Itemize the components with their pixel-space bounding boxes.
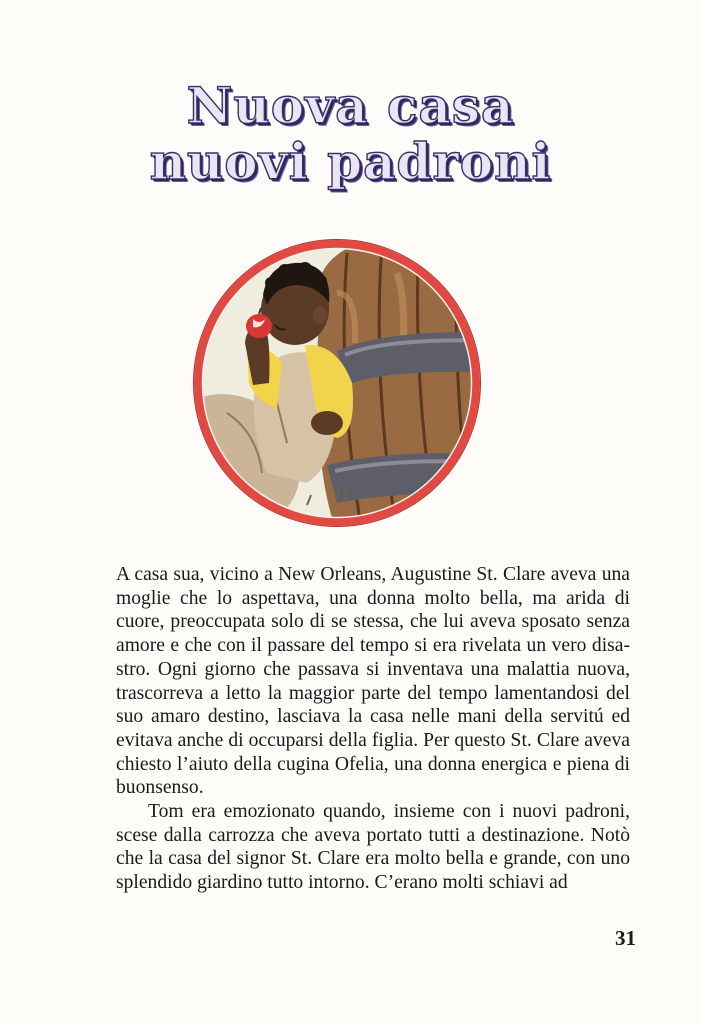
page-number: 31 bbox=[615, 926, 636, 950]
paragraph-1: A casa sua, vicino a New Orleans, Augustine St. Clare aveva una moglie che lo aspettava, una donna molto bella, ma arida di cuore, preoccupata solo di se stessa, che lui aveva sposato senza amore e che con il passare del tempo si era rivelata un vero disastro. Ogni giorno che passava si inventava una malattia nuova, trascorreva a letto la maggior parte del tempo lamentandosi del suo amaro destino, lasciava la casa nelle mani della servitú ed evitava anche di occuparsi della figlia. Per questo St. Clare aveva chiesto l’aiuto della cugina Ofelia, una donna energica e piena di buonsenso. bbox=[116, 564, 630, 799]
paragraph-2: Tom era emozionato quando, insieme con i nuovi padroni, scese dalla carrozza che aveva portato tutti a destinazione. Notò che la casa del signor St. Clare era molto bella e grande, con uno splendido giardino tutto intorno. C’erano molti schiavi ad bbox=[116, 801, 630, 894]
chapter-title-line-2: nuovi padroni bbox=[149, 132, 552, 191]
boy-eating-apple-by-barrel-illustration bbox=[187, 233, 487, 533]
body-text bbox=[116, 563, 630, 895]
chapter-title-line-1: Nuova casa bbox=[186, 76, 515, 135]
chapter-title bbox=[0, 78, 701, 190]
